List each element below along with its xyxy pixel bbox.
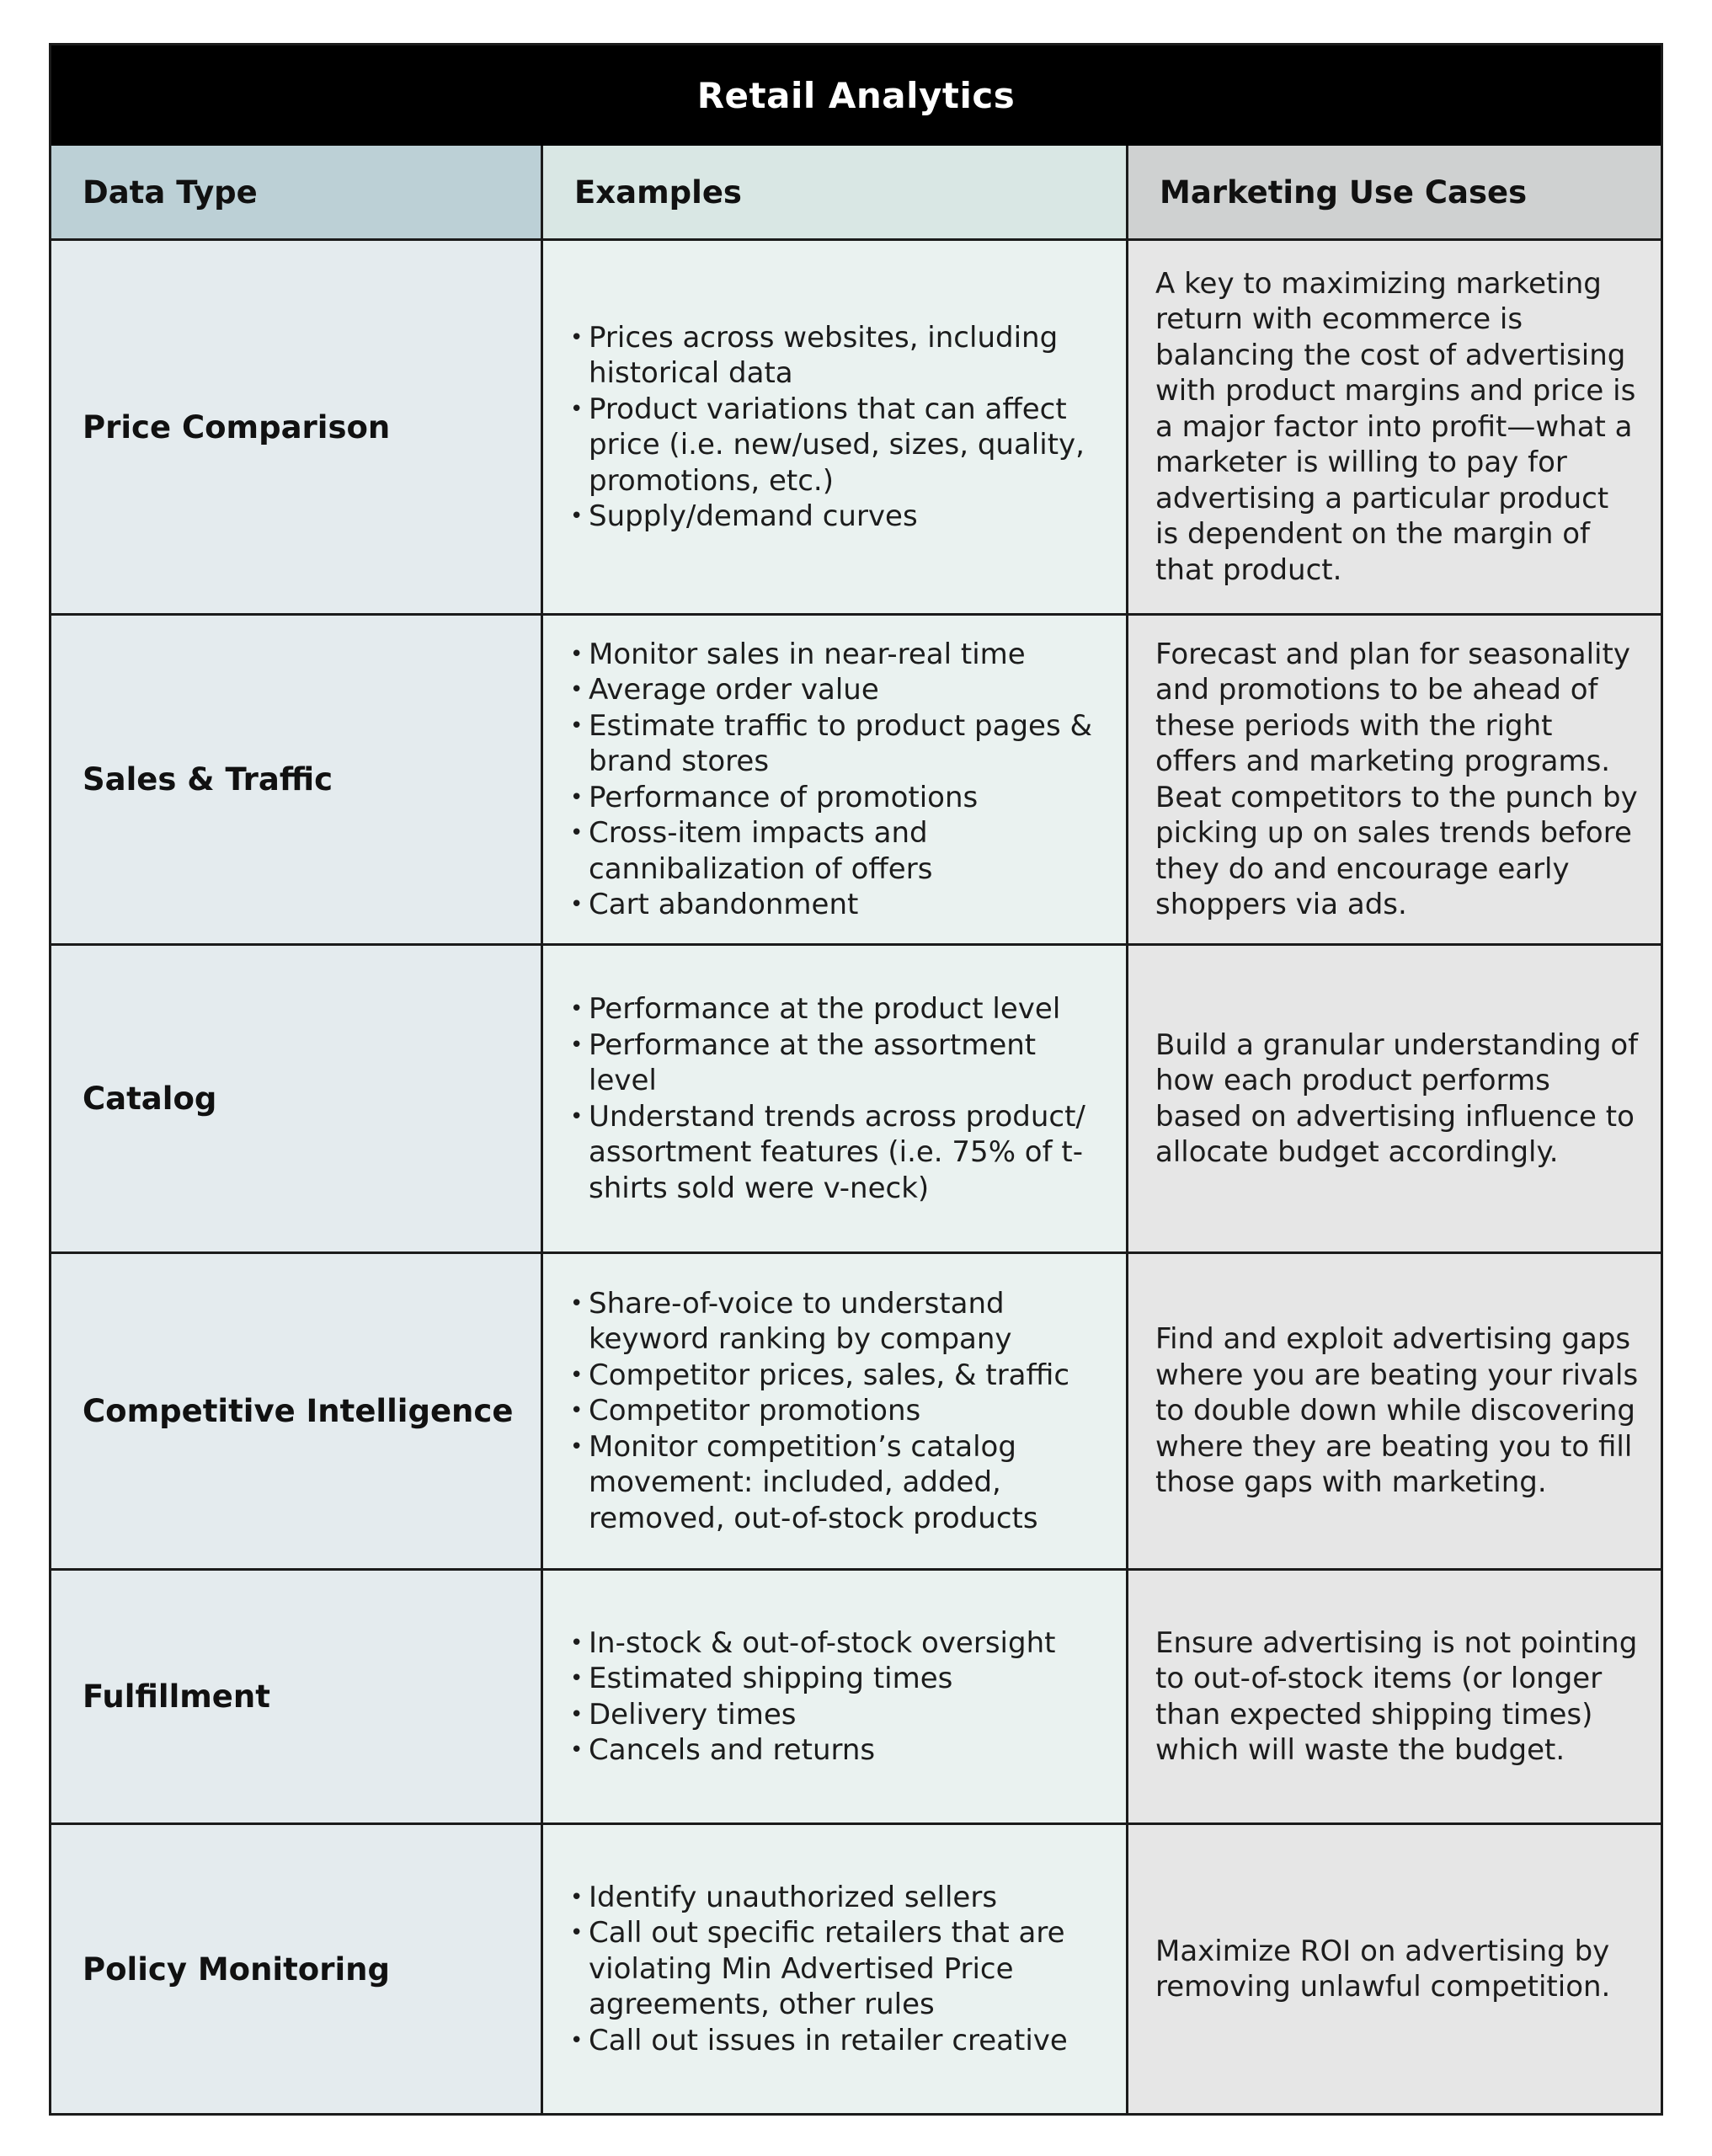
list-item: • Identify unauthorized sellers: [570, 1880, 1109, 1916]
list-item: • Average order value: [570, 672, 1109, 708]
list-item: • Call out issues in retailer creative: [570, 2023, 1109, 2059]
examples-list: [570, 991, 1109, 1206]
use-case-text: [1155, 1027, 1640, 1171]
list-item: • Estimate traffic to product pages & brand stores: [570, 708, 1109, 780]
use-case-text: [1155, 1321, 1640, 1501]
list-item: • Cart abandonment: [570, 887, 1109, 923]
use-case-paragraph: Beat competitors to the punch by picking up on sales trends before they do and encourage early shoppers via ads.: [1155, 780, 1638, 921]
row-examples: [543, 1254, 1128, 1571]
use-case-paragraph: Forecast and plan for seasonality and promotions to be ahead of these periods with the right offers and marketing programs.: [1155, 637, 1630, 778]
list-item: • In-stock & out-of-stock oversight: [570, 1625, 1055, 1662]
list-item: • Cancels and returns: [570, 1732, 1055, 1769]
list-item: • Call out specific retailers that are violating Min Advertised Price agreements, other rules: [570, 1915, 1109, 2023]
row-use-case: [1128, 616, 1661, 946]
header-marketing-use-cases: Marketing Use Cases: [1128, 146, 1661, 241]
row-examples: [543, 1825, 1128, 2113]
list-item: • Product variations that can affect price (i.e. new/used, sizes, quality, promotions, etc.): [570, 392, 1109, 499]
list-item: • Share-of-voice to understand keyword ranking by company: [570, 1286, 1109, 1358]
use-case-paragraph: Build a granular understanding of how each product performs based on advertising influence to allocate budget accordingly.: [1155, 1027, 1639, 1169]
row-data-type: Policy Monitoring: [51, 1825, 543, 2113]
row-examples: [543, 1571, 1128, 1825]
examples-list: [570, 637, 1109, 923]
row-data-type: Competitive Intelligence: [51, 1254, 543, 1571]
use-case-paragraph: Ensure advertising is not pointing to out-of-stock items (or longer than expected shipping times) which will waste the budget.: [1155, 1625, 1638, 1767]
examples-list: [570, 320, 1109, 535]
list-item: • Monitor sales in near-real time: [570, 637, 1109, 673]
row-use-case: [1128, 1825, 1661, 2113]
row-examples: [543, 946, 1128, 1254]
list-item: • Performance at the product level: [570, 991, 1109, 1027]
row-data-type: Price Comparison: [51, 241, 543, 616]
use-case-text: [1155, 637, 1640, 923]
list-item: • Prices across websites, including historical data: [570, 320, 1109, 392]
use-case-text: [1155, 1934, 1640, 2005]
row-use-case: [1128, 241, 1661, 616]
list-item: • Cross-item impacts and cannibalization of offers: [570, 815, 1109, 887]
list-item: • Understand trends across product/ assortment features (i.e. 75% of t-shirts sold were v-neck): [570, 1099, 1109, 1207]
list-item: • Supply/demand curves: [570, 499, 1109, 535]
list-item: • Competitor promotions: [570, 1393, 1109, 1429]
row-data-type: Fulfillment: [51, 1571, 543, 1825]
use-case-text: [1155, 1625, 1640, 1769]
row-use-case: [1128, 1254, 1661, 1571]
table-title: Retail Analytics: [51, 45, 1661, 146]
use-case-text: [1155, 266, 1640, 589]
use-case-paragraph: A key to maximizing marketing return with ecommerce is balancing the cost of advertising with product margins and price is a major factor into profit—what a marketer is willing to pay for advertising a particular product is dependent on the margin of that product.: [1155, 266, 1636, 587]
row-use-case: [1128, 946, 1661, 1254]
examples-list: [570, 1625, 1055, 1769]
list-item: • Competitor prices, sales, & traffic: [570, 1358, 1109, 1394]
list-item: • Delivery times: [570, 1697, 1055, 1733]
row-examples: [543, 241, 1128, 616]
list-item: • Performance at the assortment level: [570, 1027, 1109, 1099]
list-item: • Monitor competition’s catalog movement: included, added, removed, out-of-stock products: [570, 1429, 1109, 1537]
row-data-type: Catalog: [51, 946, 543, 1254]
list-item: • Performance of promotions: [570, 780, 1109, 816]
header-examples: Examples: [543, 146, 1128, 241]
list-item: • Estimated shipping times: [570, 1661, 1055, 1697]
use-case-paragraph: Maximize ROI on advertising by removing unlawful competition.: [1155, 1934, 1611, 2004]
header-data-type: Data Type: [51, 146, 543, 241]
retail-analytics-table: [49, 43, 1663, 2116]
row-examples: [543, 616, 1128, 946]
use-case-paragraph: Find and exploit advertising gaps where you are beating your rivals to double down while discovering where they are beating you to fill those gaps with marketing.: [1155, 1322, 1639, 1500]
row-use-case: [1128, 1571, 1661, 1825]
examples-list: [570, 1880, 1109, 2059]
row-data-type: Sales & Traffic: [51, 616, 543, 946]
examples-list: [570, 1286, 1109, 1537]
